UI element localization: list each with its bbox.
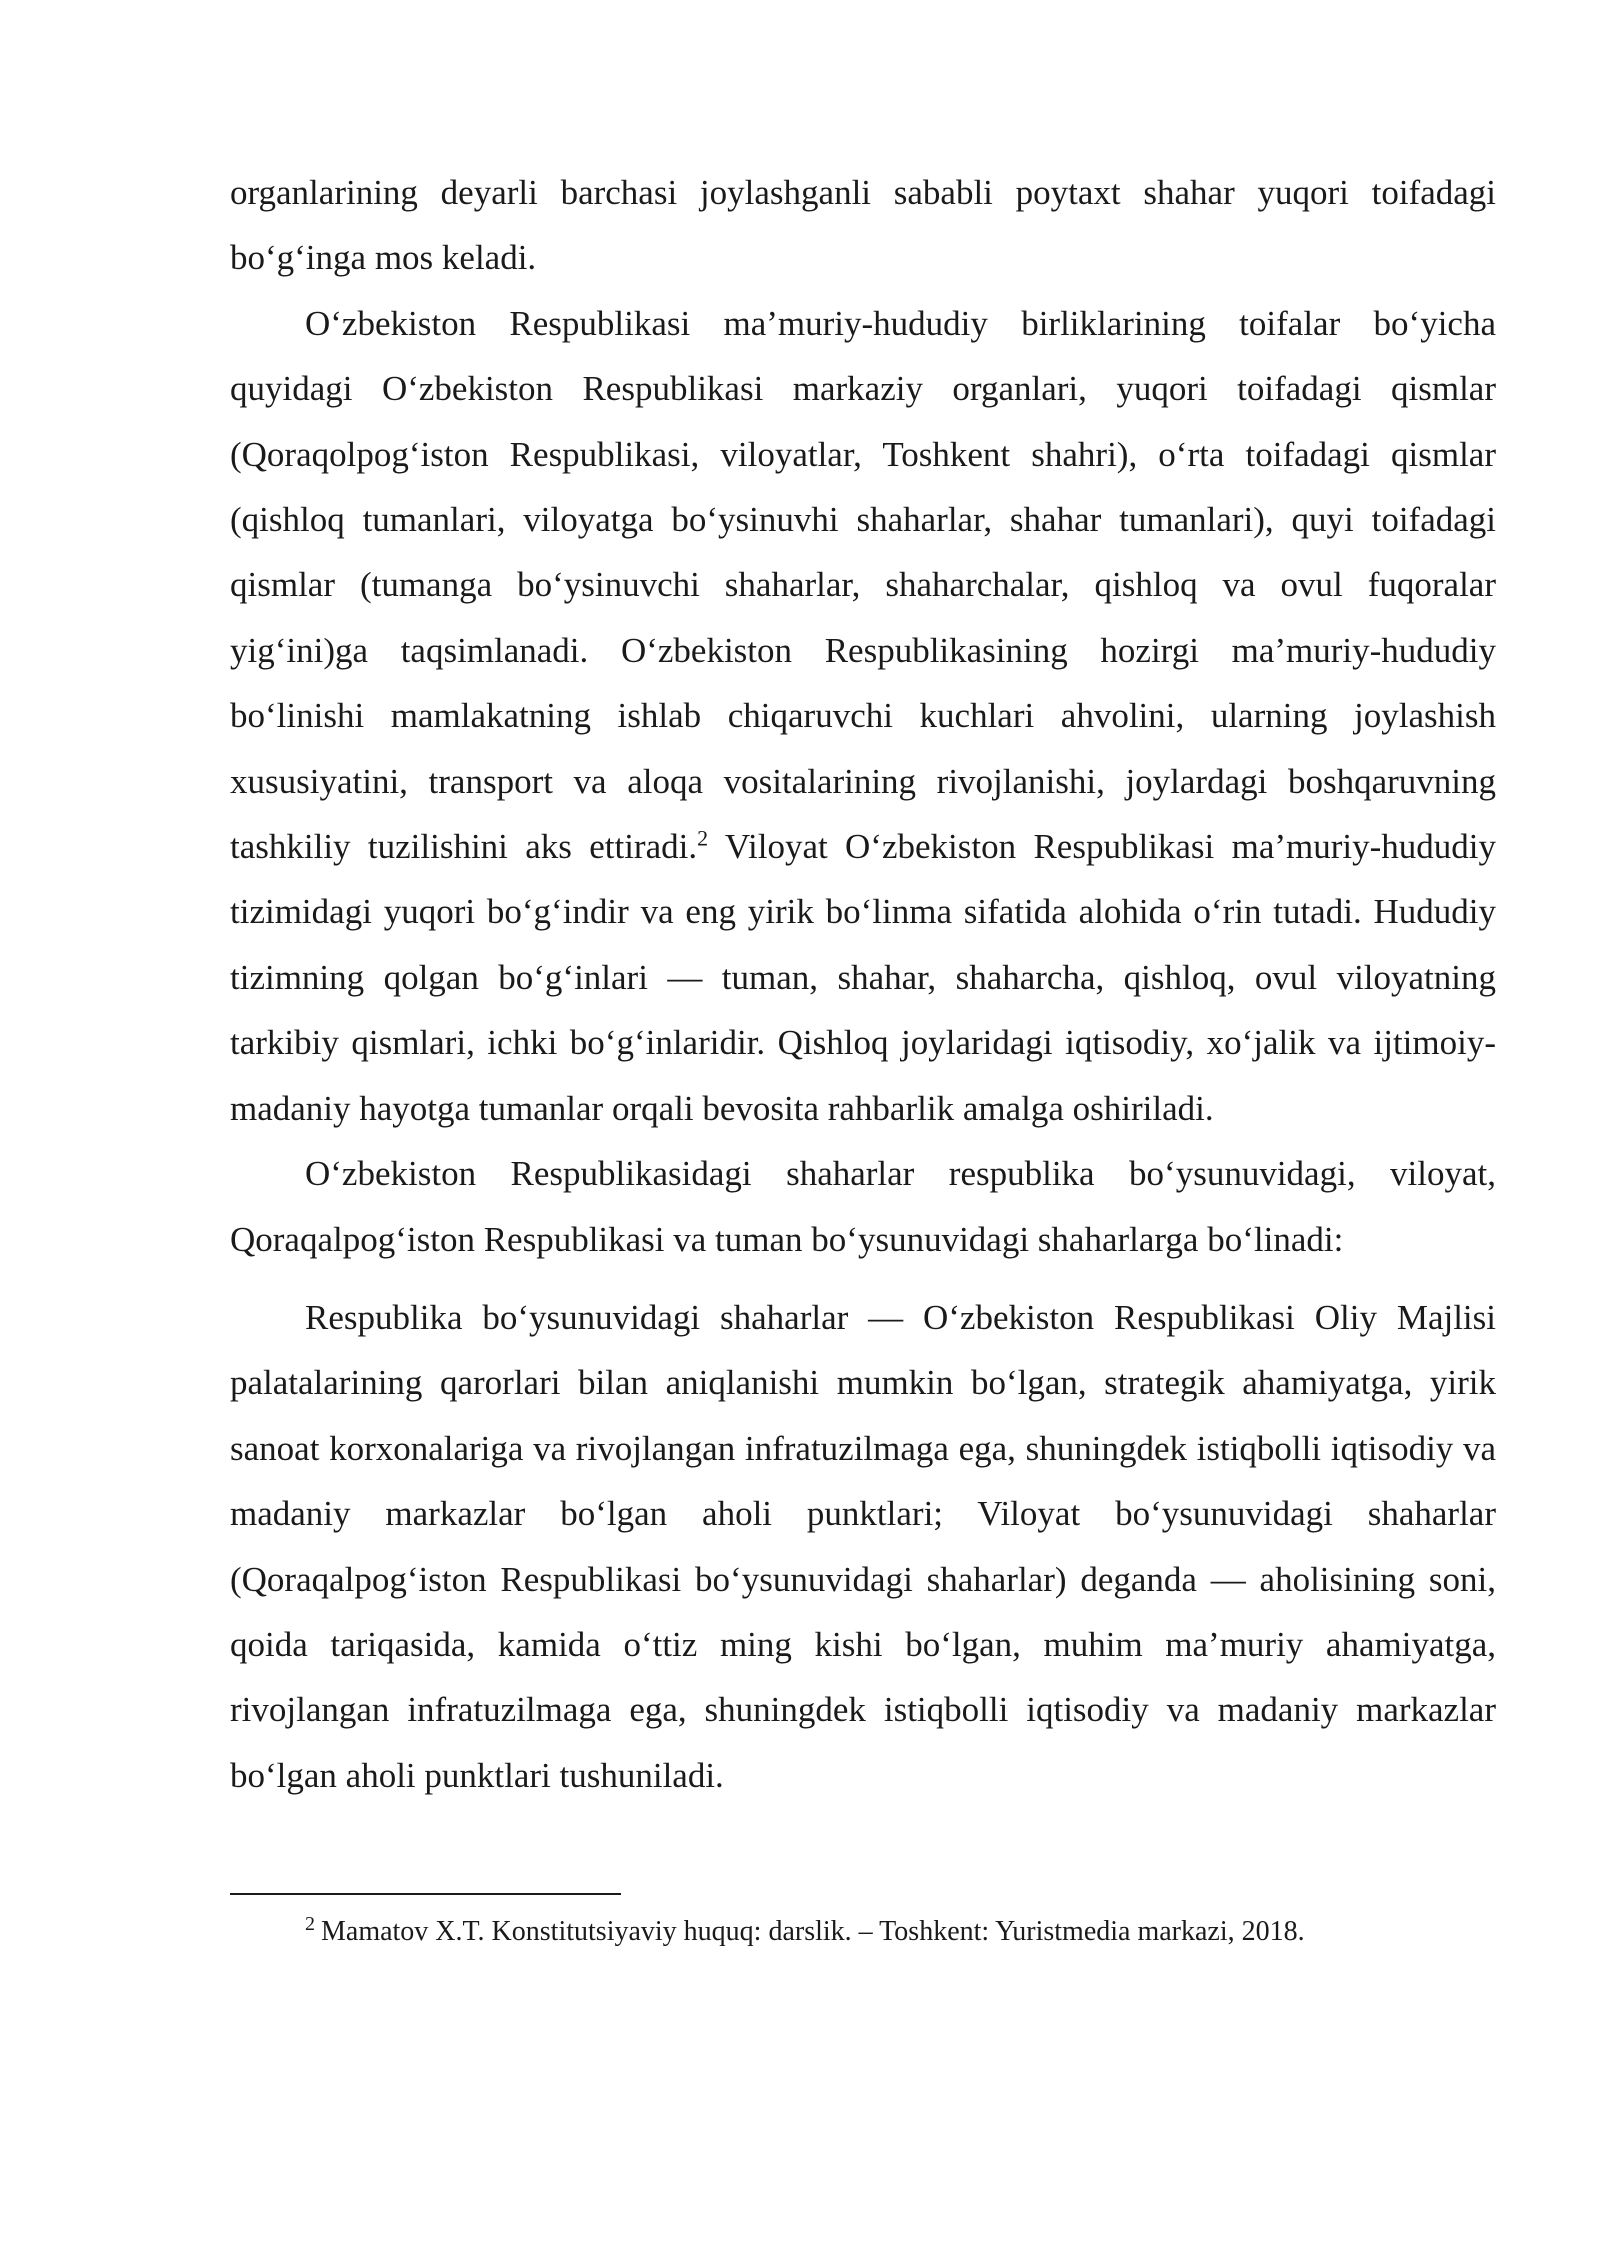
paragraph-2-part-b: Viloyat O‘zbekiston Respublikasi ma’muriy-hududiy tizimidagi yuqori bo‘g‘indir va eng yirik bo‘linma sifatida alohida o‘rin tutadi. Hududiy tizimning qolgan bo‘g‘inlari — tuman, shahar, shaharcha, qishloq, ovul viloyatning tarkibiy qismlari, ichki bo‘g‘inlaridir. Qishloq joylaridagi iqtisodiy, xo‘jalik va ijtimoiy-madaniy hayotga tumanlar orqali bevosita rahbarlik amalga oshiriladi.: [230, 827, 1497, 1128]
document-body: [230, 160, 1496, 1808]
footnote: [230, 1912, 1496, 1952]
footnote-reference[interactable]: 2: [697, 825, 709, 851]
footnote-number: 2: [305, 1912, 315, 1935]
paragraph-4: Respublika bo‘ysunuvidagi shaharlar — O‘zbekiston Respublikasi Oliy Majlisi palatalarining qarorlari bilan aniqlanishi mumkin bo‘lgan, strategik ahamiyatga, yirik sanoat korxonalariga va rivojlangan infratuzilmaga ega, shuningdek istiqbolli iqtisodiy va madaniy markazlar bo‘lgan aholi punktlari; Viloyat bo‘ysunuvidagi shaharlar (Qoraqalpog‘iston Respublikasi bo‘ysunuvidagi shaharlar) deganda — aholisining soni, qoida tariqasida, kamida o‘ttiz ming kishi bo‘lgan, muhim ma’muriy ahamiyatga, rivojlangan infratuzilmaga ega, shuningdek istiqbolli iqtisodiy va madaniy markazlar bo‘lgan aholi punktlari tushuniladi.: [230, 1297, 1496, 1795]
paragraph-2-part-a: O‘zbekiston Respublikasi ma’muriy-hududiy birliklarining toifalar bo‘yicha quyidagi O‘zbekiston Respublikasi markaziy organlari, yuqori toifadagi qismlar (Qoraqolpog‘iston Respublikasi, viloyatlar, Toshkent shahri), o‘rta toifadagi qismlar (qishloq tumanlari, viloyatga bo‘ysinuvhi shaharlar, shahar tumanlari), quyi toifadagi qismlar (tumanga bo‘ysinuvchi shaharlar, shaharchalar, qishloq va ovul fuqoralar yig‘ini)ga taqsimlanadi. O‘zbekiston Respublikasining hozirgi ma’muriy-hududiy bo‘linishi mamlakatning ishlab chiqaruvchi kuchlari ahvolini, ularning joylashish xususiyatini, transport va aloqa vositalarining rivojlanishi, joylardagi boshqaruvning tashkiliy tuzilishini aks ettiradi.: [230, 303, 1496, 867]
footnote-divider: [230, 1893, 621, 1895]
footnote-text: Mamatov X.T. Konstitutsiyaviy huquq: darslik. – Toshkent: Yuristmedia markazi, 2018.: [321, 1916, 1305, 1947]
paragraph-2: [230, 291, 1496, 1141]
paragraph-1: organlarining deyarli barchasi joylashganli sababli poytaxt shahar yuqori toifadagi bo‘g‘inga mos keladi.: [230, 173, 1496, 278]
paragraph-3: O‘zbekiston Respublikasidagi shaharlar respublika bo‘ysunuvidagi, viloyat, Qoraqalpog‘iston Respublikasi va tuman bo‘ysunuvidagi shaharlarga bo‘linadi:: [230, 1154, 1496, 1259]
